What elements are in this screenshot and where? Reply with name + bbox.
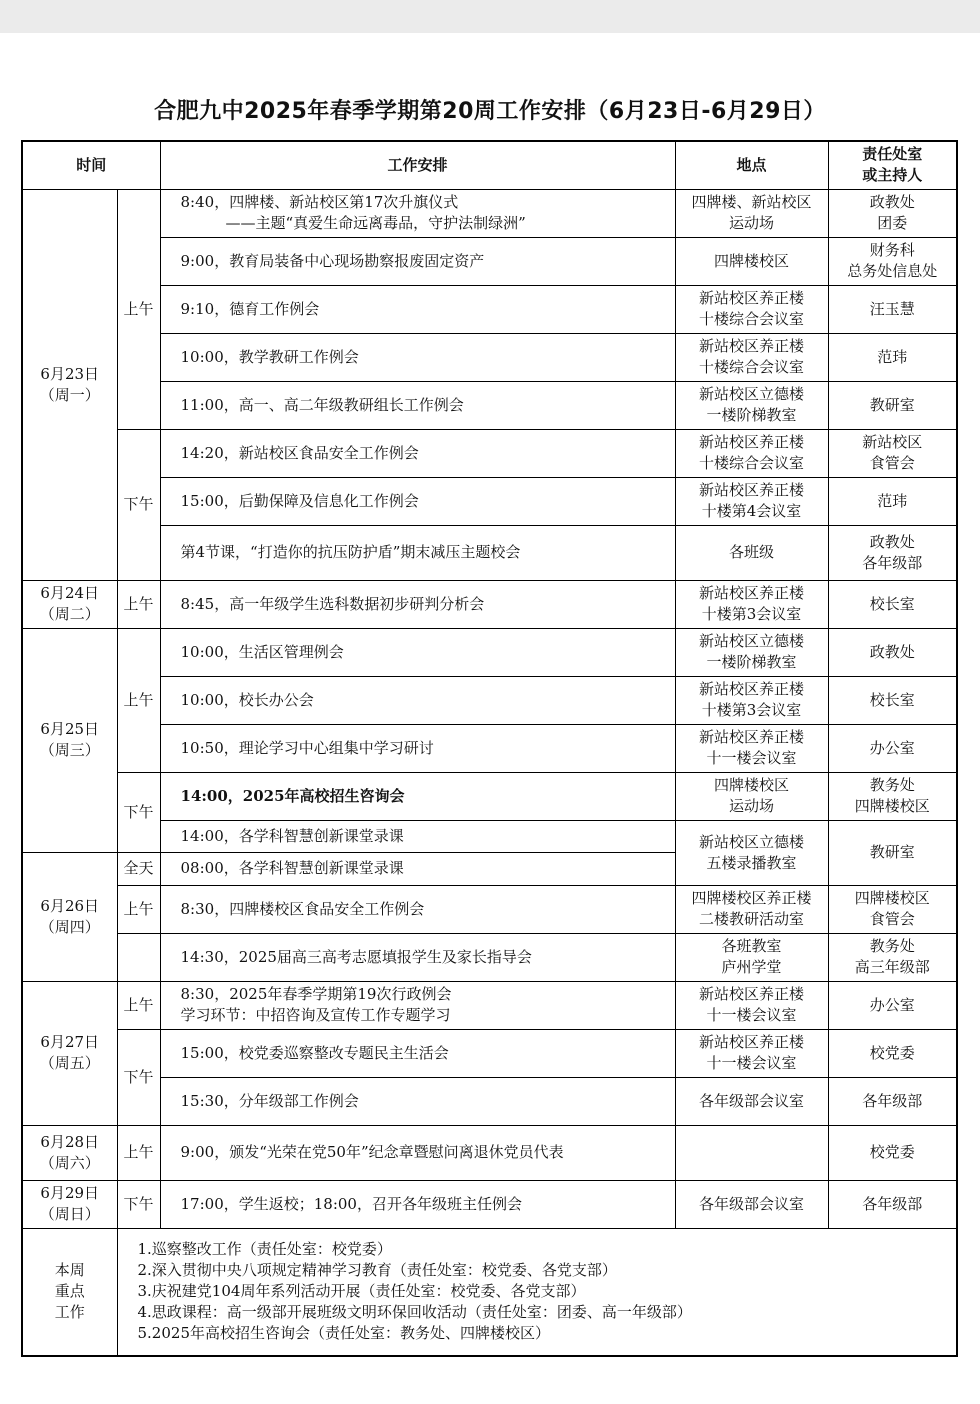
period-cell: 下午 <box>117 429 160 580</box>
location-cell: 四牌楼、新站校区 运动场 <box>675 189 828 237</box>
work-item: 8:40，四牌楼、新站校区第17次升旗仪式 ——主题“真爱生命远离毒品，守护法制绿洲” <box>160 189 675 237</box>
work-item: 10:00，教学教研工作例会 <box>160 333 675 381</box>
table-row <box>22 333 957 381</box>
period-cell: 上午 <box>117 1125 160 1180</box>
location-cell: 新站校区养正楼 十楼综合会议室 <box>675 285 828 333</box>
focus-label: 本周 重点 工作 <box>22 1228 117 1356</box>
table-row <box>22 724 957 772</box>
location-cell: 四牌楼校区养正楼 二楼教研活动室 <box>675 885 828 933</box>
location-cell: 新站校区立德楼 一楼阶梯教室 <box>675 381 828 429</box>
responsible-cell: 汪玉慧 <box>828 285 957 333</box>
period-cell: 上午 <box>117 628 160 772</box>
table-row <box>22 676 957 724</box>
header-time: 时间 <box>22 141 160 189</box>
period-cell: 上午 <box>117 981 160 1029</box>
location-cell: 新站校区养正楼 十楼第3会议室 <box>675 580 828 628</box>
work-item: 14:00，各学科智慧创新课堂录课 <box>160 820 675 852</box>
responsible-cell: 校长室 <box>828 676 957 724</box>
focus-item: 1.巡察整改工作（责任处室：校党委） <box>137 1240 392 1259</box>
location-cell: 四牌楼校区 运动场 <box>675 772 828 820</box>
location-cell: 新站校区立德楼 一楼阶梯教室 <box>675 628 828 676</box>
work-item: 14:20，新站校区食品安全工作例会 <box>160 429 675 477</box>
work-item: 10:00，生活区管理例会 <box>160 628 675 676</box>
table-row <box>22 1125 957 1180</box>
work-item: 15:30，分年级部工作例会 <box>160 1077 675 1125</box>
focus-item: 4.思政课程：高一级部开展班级文明环保回收活动（责任处室：团委、高一年级部） <box>137 1303 692 1322</box>
location-cell: 各班级 <box>675 525 828 580</box>
header-row <box>22 141 957 189</box>
period-cell-empty <box>117 933 160 981</box>
work-item: 17:00，学生返校；18:00，召开各年级班主任例会 <box>160 1180 675 1228</box>
responsible-cell: 各年级部 <box>828 1077 957 1125</box>
responsible-cell: 政教处 各年级部 <box>828 525 957 580</box>
responsible-cell: 各年级部 <box>828 1180 957 1228</box>
location-cell: 各班教室 庐州学堂 <box>675 933 828 981</box>
day-cell: 6月27日 （周五） <box>22 981 117 1125</box>
work-item: 14:30，2025届高三高考志愿填报学生及家长指导会 <box>160 933 675 981</box>
responsible-cell: 政教处 团委 <box>828 189 957 237</box>
table-row <box>22 381 957 429</box>
table-row <box>22 772 957 820</box>
period-cell: 上午 <box>117 885 160 933</box>
responsible-cell: 校党委 <box>828 1125 957 1180</box>
page-title: 合肥九中2025年春季学期第20周工作安排（6月23日-6月29日） <box>154 99 826 124</box>
schedule-table <box>21 140 958 1357</box>
period-cell: 下午 <box>117 1180 160 1228</box>
work-item: 9:00，教育局装备中心现场勘察报废固定资产 <box>160 237 675 285</box>
location-cell: 四牌楼校区 <box>675 237 828 285</box>
table-row <box>22 237 957 285</box>
period-cell: 下午 <box>117 772 160 852</box>
table-row <box>22 189 957 237</box>
location-cell <box>675 1125 828 1180</box>
location-cell: 新站校区养正楼 十楼第4会议室 <box>675 477 828 525</box>
day-cell: 6月28日 （周六） <box>22 1125 117 1180</box>
focus-row <box>22 1228 957 1356</box>
work-item: 9:10，德育工作例会 <box>160 285 675 333</box>
table-row <box>22 933 957 981</box>
work-item: 15:00，校党委巡察整改专题民主生活会 <box>160 1029 675 1077</box>
work-item: 15:00，后勤保障及信息化工作例会 <box>160 477 675 525</box>
period-cell: 上午 <box>117 189 160 429</box>
location-cell: 各年级部会议室 <box>675 1180 828 1228</box>
work-item: 11:00，高一、高二年级教研组长工作例会 <box>160 381 675 429</box>
responsible-cell: 校党委 <box>828 1029 957 1077</box>
table-row <box>22 429 957 477</box>
focus-item: 5.2025年高校招生咨询会（责任处室：教务处、四牌楼校区） <box>137 1324 550 1343</box>
day-cell: 6月26日 （周四） <box>22 852 117 981</box>
top-bar <box>0 0 980 33</box>
focus-item: 2.深入贯彻中央八项规定精神学习教育（责任处室：校党委、各党支部） <box>137 1261 617 1280</box>
responsible-cell: 范玮 <box>828 333 957 381</box>
responsible-cell: 教研室 <box>828 381 957 429</box>
period-cell: 全天 <box>117 852 160 885</box>
table-row <box>22 580 957 628</box>
location-cell: 新站校区立德楼 五楼录播教室 <box>675 820 828 885</box>
focus-list <box>117 1228 957 1356</box>
location-cell: 新站校区养正楼 十一楼会议室 <box>675 724 828 772</box>
header-work: 工作安排 <box>160 141 675 189</box>
responsible-cell: 办公室 <box>828 724 957 772</box>
day-cell: 6月29日 （周日） <box>22 1180 117 1228</box>
header-responsible: 责任处室 或主持人 <box>828 141 957 189</box>
work-item: 8:30，2025年春季学期第19次行政例会 学习环节：中招咨询及宣传工作专题学习 <box>160 981 675 1029</box>
responsible-cell: 教研室 <box>828 820 957 885</box>
location-cell: 新站校区养正楼 十一楼会议室 <box>675 981 828 1029</box>
table-row <box>22 820 957 852</box>
focus-item: 3.庆祝建党104周年系列活动开展（责任处室：校党委、各党支部） <box>137 1282 586 1301</box>
period-cell: 上午 <box>117 580 160 628</box>
location-cell: 新站校区养正楼 十楼综合会议室 <box>675 429 828 477</box>
table-row <box>22 477 957 525</box>
responsible-cell: 教务处 高三年级部 <box>828 933 957 981</box>
work-item: 08:00，各学科智慧创新课堂录课 <box>160 852 675 885</box>
work-item: 10:50，理论学习中心组集中学习研讨 <box>160 724 675 772</box>
responsible-cell: 教务处 四牌楼校区 <box>828 772 957 820</box>
responsible-cell: 校长室 <box>828 580 957 628</box>
day-cell: 6月23日 （周一） <box>22 189 117 580</box>
responsible-cell: 范玮 <box>828 477 957 525</box>
location-cell: 新站校区养正楼 十一楼会议室 <box>675 1029 828 1077</box>
work-item: 10:00，校长办公会 <box>160 676 675 724</box>
day-cell: 6月25日 （周三） <box>22 628 117 852</box>
table-row <box>22 628 957 676</box>
header-location: 地点 <box>675 141 828 189</box>
responsible-cell: 四牌楼校区 食管会 <box>828 885 957 933</box>
table-row <box>22 885 957 933</box>
work-item: 8:30，四牌楼校区食品安全工作例会 <box>160 885 675 933</box>
responsible-cell: 政教处 <box>828 628 957 676</box>
work-item: 第4节课，“打造你的抗压防护盾”期末减压主题校会 <box>160 525 675 580</box>
work-item: 9:00，颁发“光荣在党50年”纪念章暨慰问离退休党员代表 <box>160 1125 675 1180</box>
responsible-cell: 财务科 总务处信息处 <box>828 237 957 285</box>
table-row <box>22 525 957 580</box>
table-row <box>22 285 957 333</box>
location-cell: 新站校区养正楼 十楼综合会议室 <box>675 333 828 381</box>
table-row <box>22 1029 957 1077</box>
table-row <box>22 1077 957 1125</box>
period-cell: 下午 <box>117 1029 160 1125</box>
work-item: 8:45，高一年级学生选科数据初步研判分析会 <box>160 580 675 628</box>
table-row <box>22 981 957 1029</box>
location-cell: 各年级部会议室 <box>675 1077 828 1125</box>
location-cell: 新站校区养正楼 十楼第3会议室 <box>675 676 828 724</box>
responsible-cell: 新站校区 食管会 <box>828 429 957 477</box>
table-row <box>22 1180 957 1228</box>
day-cell: 6月24日 （周二） <box>22 580 117 628</box>
work-item-highlight: 14:00，2025年高校招生咨询会 <box>160 772 675 820</box>
responsible-cell: 办公室 <box>828 981 957 1029</box>
